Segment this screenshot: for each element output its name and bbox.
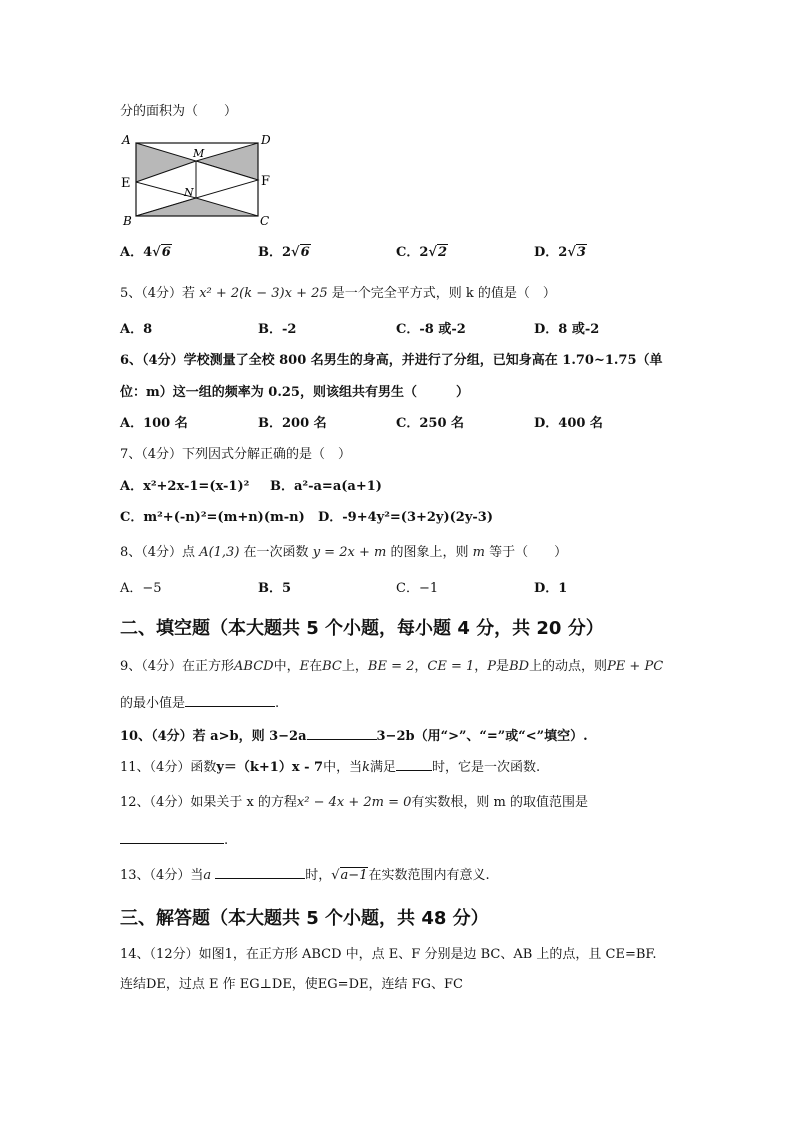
q6-stem-line1: 6、（4分）学校测量了全校 800 名男生的身高，并进行了分组，已知身高在 1.70~1.75（单 [120, 353, 663, 368]
q9-be: BE = 2 [367, 659, 415, 674]
option-letter: C． [396, 245, 420, 260]
q10-p2: 3−2b（用“>”、“=”或“<”填空）. [376, 729, 588, 744]
coef: 2 [558, 245, 568, 260]
section-2-heading: 二、填空题（本大题共 5 个小题，每小题 4 分，共 20 分） [120, 618, 604, 639]
q8-tail: 等于（ ） [489, 545, 568, 560]
q7-stem: 7、（4分）下列因式分解正确的是（ ） [120, 447, 352, 462]
q7-option-b[interactable]: B．a²-a=a(a+1) [270, 479, 382, 494]
radicand: 2 [437, 245, 447, 260]
q9-sep: ， [414, 659, 428, 674]
q9-p4: 上， [341, 659, 368, 674]
q14-stem-line1: 14、（12分）如图1，在正方形 ABCD 中，点 E、F 分别是边 BC、AB 上的点，且 CE=BF. [120, 947, 657, 962]
q9-stem-line2: 的最小值是 . [120, 696, 280, 711]
q8-point: A(1,3) [199, 545, 240, 560]
q4-stem-tail: 分的面积为（ ） [120, 104, 238, 119]
q11-p4: 满足 [369, 760, 396, 775]
q14-stem-line2: 连结DE，过点 E 作 EG⊥DE，使EG=DE，连结 FG、FC [120, 977, 463, 992]
radicand: 3 [576, 245, 586, 260]
q10-p1: 10、（4分）若 a>b，则 3−2a [120, 729, 307, 744]
q13-a: a [203, 868, 212, 883]
q9-bc: BC [322, 659, 342, 674]
q5-tail: 是一个完全平方式，则 k 的值是（ ） [331, 286, 556, 301]
label-m: M [193, 147, 205, 160]
q9-sum: PE + PC [607, 659, 664, 674]
q11-k: k [362, 760, 370, 775]
sqrt-icon: √6 [291, 245, 310, 260]
q11-p1: 11、（4分）函数 [120, 760, 217, 775]
q4-option-c[interactable] [396, 244, 448, 262]
label-e: E [121, 176, 131, 191]
section-3-heading: 三、解答题（本大题共 5 个小题，共 48 分） [120, 908, 489, 929]
q13-stem [120, 867, 490, 885]
q9-line2: 的最小值是 [120, 696, 186, 711]
q9-e: E [299, 659, 310, 674]
q13-p1: 13、（4分）当 [120, 868, 204, 883]
label-f: F [261, 174, 271, 189]
q10-stem [120, 728, 588, 746]
label-c: C [260, 214, 270, 228]
q8-func: y = 2x + m [312, 545, 387, 560]
answer-blank[interactable] [396, 770, 432, 771]
q8-option-d[interactable]: D．1 [534, 581, 568, 596]
q12-stem [120, 794, 588, 812]
coef: 2 [282, 245, 292, 260]
answer-blank[interactable] [307, 739, 377, 740]
q5-option-c[interactable]: C．-8 或-2 [396, 322, 466, 337]
q9-p: P [487, 659, 497, 674]
sqrt-icon: √3 [567, 245, 586, 260]
q5-num: 5、（4分）若 [120, 286, 196, 301]
q11-p5: 时，它是一次函数. [432, 760, 541, 775]
q4-option-d[interactable] [534, 244, 587, 262]
q9-p1: 9、（4分）在正方形 [120, 659, 235, 674]
option-letter: D． [534, 245, 559, 260]
radicand: 6 [161, 245, 171, 260]
q4-option-b[interactable] [258, 244, 311, 262]
q5-option-b[interactable]: B．-2 [258, 322, 297, 337]
q9-abcd: ABCD [234, 659, 274, 674]
label-n: N [184, 186, 194, 199]
q13-radicand: a−1 [340, 868, 368, 883]
q6-option-c[interactable]: C．250 名 [396, 416, 465, 431]
q9-p2: 中， [273, 659, 300, 674]
coef: 2 [419, 245, 429, 260]
q12-p1: 12、（4分）如果关于 x 的方程 [120, 795, 297, 810]
coef: 4 [143, 245, 153, 260]
answer-blank[interactable] [215, 878, 305, 879]
q9-bd: BD [509, 659, 530, 674]
q7-option-c[interactable]: C．m²+(-n)²=(m+n)(m-n) [120, 510, 305, 525]
q5-option-d[interactable]: D．8 或-2 [534, 322, 600, 337]
q8-option-a[interactable]: A．−5 [120, 581, 162, 596]
rectangle-figure [118, 132, 278, 232]
q11-stem [120, 759, 540, 777]
q6-option-b[interactable]: B．200 名 [258, 416, 327, 431]
option-letter: B． [258, 245, 282, 260]
shaded-top-left [136, 143, 196, 182]
q9-p7: 上的动点，则 [529, 659, 608, 674]
q8-option-c[interactable]: C．−1 [396, 581, 439, 596]
q13-p2: 时， [305, 868, 332, 883]
q12-p2: 有实数根，则 m 的取值范围是 [411, 795, 589, 810]
q12-eq: x² − 4x + 2m = 0 [296, 795, 412, 810]
q4-option-a[interactable] [120, 244, 172, 262]
q9-p5: ， [474, 659, 488, 674]
q11-p3: 中，当 [323, 760, 363, 775]
sqrt-icon: √a−1 [331, 868, 368, 883]
q8-stem [120, 544, 567, 562]
q8-mid2: 的图象上，则 [390, 545, 469, 560]
q5-option-a[interactable]: A．8 [120, 322, 153, 337]
q9-p6: 是 [496, 659, 510, 674]
sqrt-icon: √2 [428, 245, 447, 260]
q8-var: m [472, 545, 485, 560]
label-a: A [122, 133, 131, 147]
q6-option-a[interactable]: A．100 名 [120, 416, 188, 431]
label-d: D [261, 133, 271, 147]
q9-stem-line1 [120, 658, 663, 676]
q8-option-b[interactable]: B．5 [258, 581, 292, 596]
label-b: B [123, 214, 132, 228]
q8-num: 8、（4分）点 [120, 545, 196, 560]
answer-blank[interactable] [185, 706, 275, 707]
q7-option-d[interactable]: D．-9+4y²=(3+2y)(2y-3) [318, 510, 493, 525]
q9-ce: CE = 1 [427, 659, 475, 674]
q6-stem-line2: 位：m）这一组的频率为 0.25，则该组共有男生（ ） [120, 385, 469, 400]
q8-mid: 在一次函数 [243, 545, 309, 560]
q5-stem [120, 285, 556, 303]
q5-expr: x² + 2(k − 3)x + 25 [199, 286, 328, 301]
q6-option-d[interactable]: D．400 名 [534, 416, 603, 431]
sqrt-icon: √6 [152, 245, 171, 260]
option-letter: A． [120, 245, 144, 260]
q7-option-a[interactable]: A．x²+2x-1=(x-1)² [120, 479, 250, 494]
q12-blank-line: . [120, 832, 228, 850]
q11-p2: y＝（k+1）x - 7 [216, 760, 324, 775]
radicand: 6 [300, 245, 310, 260]
answer-blank[interactable] [120, 843, 224, 844]
q9-p3: 在 [309, 659, 323, 674]
q13-p3: 在实数范围内有意义. [368, 868, 490, 883]
